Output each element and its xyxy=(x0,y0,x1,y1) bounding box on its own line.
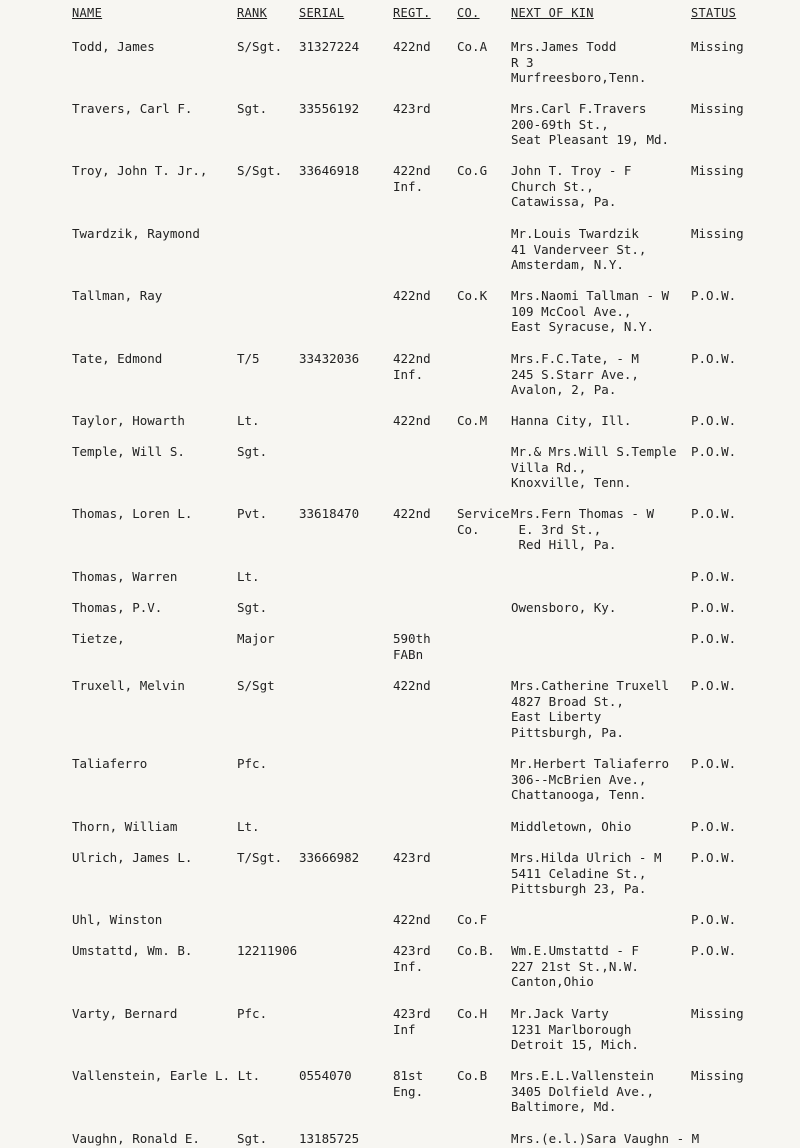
rank: Lt. xyxy=(237,569,260,584)
rank: S/Sgt xyxy=(237,678,275,693)
rank: T/Sgt. xyxy=(237,850,283,865)
status: P.O.W. xyxy=(691,351,737,366)
next-of-kin-line: Mrs.Catherine Truxell xyxy=(511,678,670,693)
next-of-kin-line: R 3 xyxy=(511,54,534,70)
company xyxy=(457,1006,487,1022)
status: P.O.W. xyxy=(691,631,737,646)
rank: T/5 xyxy=(237,351,260,366)
soldier-name: Taliaferro xyxy=(72,756,148,771)
company-line: Co.G xyxy=(457,163,488,178)
next-of-kin-line: E. 3rd St., xyxy=(511,521,602,537)
regiment xyxy=(393,39,431,55)
status: P.O.W. xyxy=(691,678,737,693)
status: P.O.W. xyxy=(691,506,737,521)
rank: Major xyxy=(237,631,275,646)
regiment xyxy=(393,631,431,662)
soldier-name: Vaughn, Ronald E. xyxy=(72,1131,200,1146)
soldier-name: Umstattd, Wm. B. xyxy=(72,943,193,958)
soldier-name: Taylor, Howarth xyxy=(72,413,185,428)
soldier-name: Tallman, Ray xyxy=(72,288,163,303)
status: P.O.W. xyxy=(691,912,737,927)
next-of-kin-line: Canton,Ohio xyxy=(511,974,594,989)
company xyxy=(457,506,510,537)
next-of-kin-line: 227 21st St.,N.W. xyxy=(511,958,639,974)
soldier-name: Tate, Edmond xyxy=(72,351,163,366)
regiment-line: 423rd xyxy=(393,850,431,865)
regiment-line: 81st xyxy=(393,1068,424,1083)
next-of-kin-line: Seat Pleasant 19, Md. xyxy=(511,132,670,147)
serial-number: 33666982 xyxy=(299,850,360,865)
regiment-line: 423rd xyxy=(393,1006,431,1021)
soldier-name: Thomas, Warren xyxy=(72,569,178,584)
next-of-kin-line: 41 Vanderveer St., xyxy=(511,241,647,257)
rank: Pfc. xyxy=(237,1006,268,1021)
company xyxy=(457,163,487,179)
next-of-kin-line: Mrs.E.L.Vallenstein xyxy=(511,1068,654,1083)
next-of-kin-line: 200-69th St., xyxy=(511,116,609,132)
company xyxy=(457,288,487,304)
company-line: Service xyxy=(457,506,510,521)
status: P.O.W. xyxy=(691,819,737,834)
regiment-line: 423rd xyxy=(393,101,431,116)
regiment xyxy=(393,163,431,194)
next-of-kin-line: Mrs.Naomi Tallman - W xyxy=(511,288,670,303)
regiment-line: 422nd xyxy=(393,413,431,428)
status: P.O.W. xyxy=(691,288,737,303)
next-of-kin xyxy=(511,1068,654,1115)
status: Missing xyxy=(691,101,744,116)
next-of-kin-line: Mr.Louis Twardzik xyxy=(511,226,639,241)
next-of-kin-line: Mrs.Hilda Ulrich - M xyxy=(511,850,662,865)
soldier-name: Troy, John T. Jr., xyxy=(72,163,208,178)
next-of-kin-line: Red Hill, Pa. xyxy=(511,537,617,552)
next-of-kin-line: Mr.& Mrs.Will S.Temple xyxy=(511,444,677,459)
rank: Pfc. xyxy=(237,756,268,771)
rank: Sgt. xyxy=(237,1131,268,1146)
rank: S/Sgt. xyxy=(237,163,283,178)
next-of-kin-line: Murfreesboro,Tenn. xyxy=(511,70,647,85)
regiment-line: Inf xyxy=(393,1021,416,1037)
status: Missing xyxy=(691,1006,744,1021)
serial-number: 33432036 xyxy=(299,351,360,366)
next-of-kin xyxy=(511,1006,639,1053)
next-of-kin-line: Church St., xyxy=(511,178,594,194)
rank: S/Sgt. xyxy=(237,39,283,54)
next-of-kin xyxy=(511,226,646,273)
next-of-kin-line: Pittsburgh, Pa. xyxy=(511,724,624,740)
next-of-kin-line: Mrs.Fern Thomas - W xyxy=(511,506,654,521)
next-of-kin-line: Mr.Jack Varty xyxy=(511,1006,609,1021)
company-line: Co.F xyxy=(457,912,488,927)
next-of-kin-line: Catawissa, Pa. xyxy=(511,194,617,209)
regiment-line: 422nd xyxy=(393,678,431,693)
next-of-kin xyxy=(511,101,669,148)
regiment xyxy=(393,1068,423,1099)
company-line: Co.A xyxy=(457,39,488,54)
regiment xyxy=(393,506,431,522)
next-of-kin-line: Middletown, Ohio xyxy=(511,819,632,834)
soldier-name: Vallenstein, Earle L. Lt. xyxy=(72,1068,261,1083)
next-of-kin-line: Villa Rd., xyxy=(511,459,587,475)
soldier-name: Varty, Bernard xyxy=(72,1006,178,1021)
regiment xyxy=(393,351,431,382)
next-of-kin-line: John T. Troy - F xyxy=(511,163,632,178)
rank: Lt. xyxy=(237,819,260,834)
company xyxy=(457,912,487,928)
soldier-name: Travers, Carl F. xyxy=(72,101,193,116)
regiment xyxy=(393,1006,431,1037)
regiment-line: 422nd xyxy=(393,288,431,303)
header-kin: NEXT OF KIN xyxy=(511,6,594,20)
serial-number: 31327224 xyxy=(299,39,360,54)
company xyxy=(457,1068,487,1084)
next-of-kin-line: Baltimore, Md. xyxy=(511,1099,617,1114)
regiment-line: Eng. xyxy=(393,1083,424,1099)
regiment-line: 422nd xyxy=(393,506,431,521)
next-of-kin xyxy=(511,163,631,210)
rank: Lt. xyxy=(237,413,260,428)
soldier-name: Todd, James xyxy=(72,39,155,54)
next-of-kin xyxy=(511,1131,699,1147)
serial-number: 13185725 xyxy=(299,1131,360,1146)
next-of-kin-line: 4827 Broad St., xyxy=(511,693,624,709)
rank: Sgt. xyxy=(237,600,268,615)
soldier-name: Temple, Will S. xyxy=(72,444,185,459)
serial-number: 33646918 xyxy=(299,163,360,178)
regiment-line: 423rd xyxy=(393,943,431,958)
next-of-kin xyxy=(511,444,677,491)
next-of-kin-line: Mrs.(e.l.)Sara Vaughn - M xyxy=(511,1131,700,1146)
company-line: Co.K xyxy=(457,288,488,303)
soldier-name: Thorn, William xyxy=(72,819,178,834)
header-co: CO. xyxy=(457,6,480,20)
next-of-kin xyxy=(511,850,662,897)
next-of-kin xyxy=(511,819,631,835)
next-of-kin-line: 109 McCool Ave., xyxy=(511,303,632,319)
next-of-kin xyxy=(511,600,616,616)
next-of-kin xyxy=(511,678,669,740)
next-of-kin xyxy=(511,288,669,335)
status: P.O.W. xyxy=(691,850,737,865)
next-of-kin-line: 245 S.Starr Ave., xyxy=(511,366,639,382)
company-line: Co.M xyxy=(457,413,488,428)
regiment-line: Inf. xyxy=(393,178,424,194)
regiment xyxy=(393,678,431,694)
company-line: Co. xyxy=(457,521,480,537)
next-of-kin-line: Mrs.James Todd xyxy=(511,39,617,54)
company xyxy=(457,413,487,429)
next-of-kin-line: 1231 Marlborough xyxy=(511,1021,632,1037)
rank: Pvt. xyxy=(237,506,268,521)
regiment-line: FABn xyxy=(393,646,424,662)
regiment xyxy=(393,413,431,429)
next-of-kin xyxy=(511,351,639,398)
next-of-kin xyxy=(511,39,646,86)
company-line: Co.B xyxy=(457,1068,488,1083)
regiment-line: 422nd xyxy=(393,912,431,927)
status: P.O.W. xyxy=(691,600,737,615)
company xyxy=(457,39,487,55)
status: Missing xyxy=(691,226,744,241)
regiment-line: 422nd xyxy=(393,163,431,178)
regiment-line: Inf. xyxy=(393,958,424,974)
next-of-kin-line: Mrs.Carl F.Travers xyxy=(511,101,647,116)
serial-number: 33618470 xyxy=(299,506,360,521)
next-of-kin-line: East Syracuse, N.Y. xyxy=(511,319,654,334)
next-of-kin-line: Detroit 15, Mich. xyxy=(511,1037,639,1052)
header-rank: RANK xyxy=(237,6,268,20)
regiment-line: 422nd xyxy=(393,351,431,366)
soldier-name: Ulrich, James L. xyxy=(72,850,193,865)
next-of-kin-line: 306--McBrien Ave., xyxy=(511,771,647,787)
soldier-name: Thomas, Loren L. xyxy=(72,506,193,521)
header-status: STATUS xyxy=(691,6,737,20)
next-of-kin xyxy=(511,506,654,553)
regiment-line: 422nd xyxy=(393,39,431,54)
status: P.O.W. xyxy=(691,756,737,771)
rank: Sgt. xyxy=(237,101,268,116)
next-of-kin-line: Hanna City, Ill. xyxy=(511,413,632,428)
regiment xyxy=(393,101,431,117)
regiment-line: 590th xyxy=(393,631,431,646)
company-line: Co.B. xyxy=(457,943,495,958)
next-of-kin xyxy=(511,943,639,990)
serial-number: 0554070 xyxy=(299,1068,352,1083)
next-of-kin xyxy=(511,756,669,803)
next-of-kin-line: Owensboro, Ky. xyxy=(511,600,617,615)
status: Missing xyxy=(691,1068,744,1083)
regiment xyxy=(393,288,431,304)
company xyxy=(457,943,495,959)
next-of-kin-line: Pittsburgh 23, Pa. xyxy=(511,881,647,896)
next-of-kin-line: Avalon, 2, Pa. xyxy=(511,382,617,397)
next-of-kin xyxy=(511,413,631,429)
header-regt: REGT. xyxy=(393,6,431,20)
header-serial: SERIAL xyxy=(299,6,345,20)
next-of-kin-line: Mr.Herbert Taliaferro xyxy=(511,756,670,771)
status: Missing xyxy=(691,163,744,178)
soldier-name: Tietze, xyxy=(72,631,125,646)
soldier-name: Truxell, Melvin xyxy=(72,678,185,693)
soldier-name: Twardzik, Raymond xyxy=(72,226,200,241)
status: P.O.W. xyxy=(691,413,737,428)
next-of-kin-line: East Liberty xyxy=(511,709,602,724)
next-of-kin-line: Chattanooga, Tenn. xyxy=(511,787,647,802)
rank: Sgt. xyxy=(237,444,268,459)
serial-number: 33556192 xyxy=(299,101,360,116)
next-of-kin-line: Amsterdam, N.Y. xyxy=(511,257,624,272)
next-of-kin-line: 3405 Dolfield Ave., xyxy=(511,1083,654,1099)
regiment-line: Inf. xyxy=(393,366,424,382)
regiment xyxy=(393,850,431,866)
soldier-name: Thomas, P.V. xyxy=(72,600,163,615)
status: P.O.W. xyxy=(691,943,737,958)
status: Missing xyxy=(691,39,744,54)
header-name: NAME xyxy=(72,6,103,20)
status: P.O.W. xyxy=(691,444,737,459)
next-of-kin-line: 5411 Celadine St., xyxy=(511,865,647,881)
regiment xyxy=(393,943,431,974)
regiment xyxy=(393,912,431,928)
next-of-kin-line: Wm.E.Umstattd - F xyxy=(511,943,639,958)
company-line: Co.H xyxy=(457,1006,488,1021)
rank: 12211906 xyxy=(237,943,298,958)
soldier-name: Uhl, Winston xyxy=(72,912,163,927)
status: P.O.W. xyxy=(691,569,737,584)
next-of-kin-line: Mrs.F.C.Tate, - M xyxy=(511,351,639,366)
next-of-kin-line: Knoxville, Tenn. xyxy=(511,475,632,490)
